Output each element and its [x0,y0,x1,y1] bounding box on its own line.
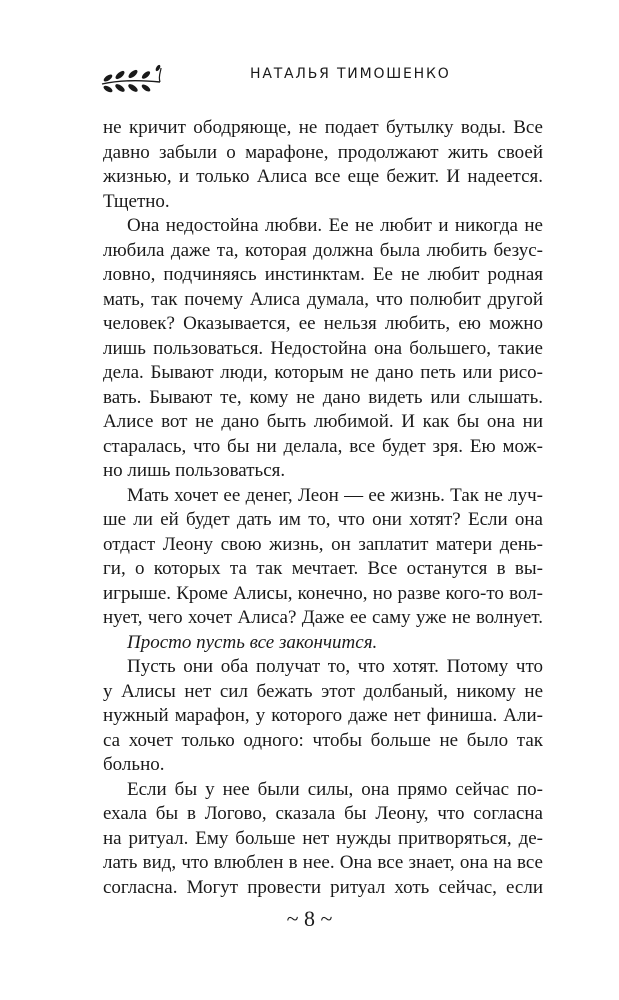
text-line: жизнью, и только Алиса все еще бежит. И надеется. [103,166,543,187]
text-line: любила даже та, которая должна была любить безус- [103,239,543,261]
text-line: не кричит ободряюще, не подает бутылку воды. Все [103,117,543,138]
text-line: лать вид, что влюблен в нее. Она все знает, она на все [103,852,543,873]
text-line: давно забыли о марафоне, продолжают жить своей [103,141,543,163]
text-line: Мать хочет ее денег, Леон — ее жизнь. Так не луч- [127,484,543,506]
text-line: нужный марафон, у которого даже нет финиша. Али- [103,705,543,726]
running-head-author: НАТАЛЬЯ ТИМОШЕНКО [250,66,451,82]
text-line: игрыше. Кроме Алисы, конечно, но разве кого-то вол- [103,582,543,604]
page-header [100,62,540,102]
text-line: нует, чего хочет Алиса? Даже ее саму уже не волнует. [103,607,543,628]
text-line: дела. Бывают люди, которым не дано петь или рисо- [103,362,543,383]
text-line: Если бы у нее были силы, она прямо сейчас по- [127,778,543,800]
text-line: ехала бы в Логово, сказала бы Леону, что согласна [103,803,543,824]
text-line: Пусть они оба получат то, что хотят. Потому что [127,656,543,677]
text-line: но лишь пользоваться. [103,460,286,481]
text-line: вать. Бывают те, кому не дано видеть или слышать. [103,386,543,408]
text-line: человек? Оказывается, ее нельзя любить, ею можно [103,313,543,334]
text-line: ги, о которых та так мечтает. Все останутся в вы- [103,558,543,579]
text-line: больно. [103,754,165,775]
text-line: лишь пользоваться. Недостойна она большего, такие [103,337,543,359]
text-line: мать, так почему Алиса думала, что полюбит другой [103,288,543,310]
text-line: на ритуал. Ему больше нет нужды притворяться, де- [103,827,543,849]
text-line: Она недостойна любви. Ее не любит и никогда не [127,215,543,236]
text-line: ше ли ей будет дать им то, что они хотят? Если она [103,509,543,530]
text-line: старалась, что бы ни делала, все будет зря. Ею мож- [103,435,543,457]
page-body-text [103,116,543,900]
text-line: ловно, подчиняясь инстинктам. Ее не любит родная [103,264,543,285]
text-line: согласна. Могут провести ритуал хоть сейчас, если [103,876,543,898]
text-line: отдаст Леону свою жизнь, он заплатит матери день- [103,533,543,555]
text-line: у Алисы нет сил бежать этот долбаный, никому не [103,680,543,702]
leafy-branch-icon [100,62,162,98]
text-line: Тщетно. [103,190,170,212]
text-line: са хочет только одного: чтобы больше не было так [103,729,543,751]
text-line: Алисе вот не дано быть любимой. И как бы она ни [103,411,543,432]
page-number: ~ 8 ~ [286,906,333,931]
text-line: Просто пусть все закончится. [127,631,378,653]
